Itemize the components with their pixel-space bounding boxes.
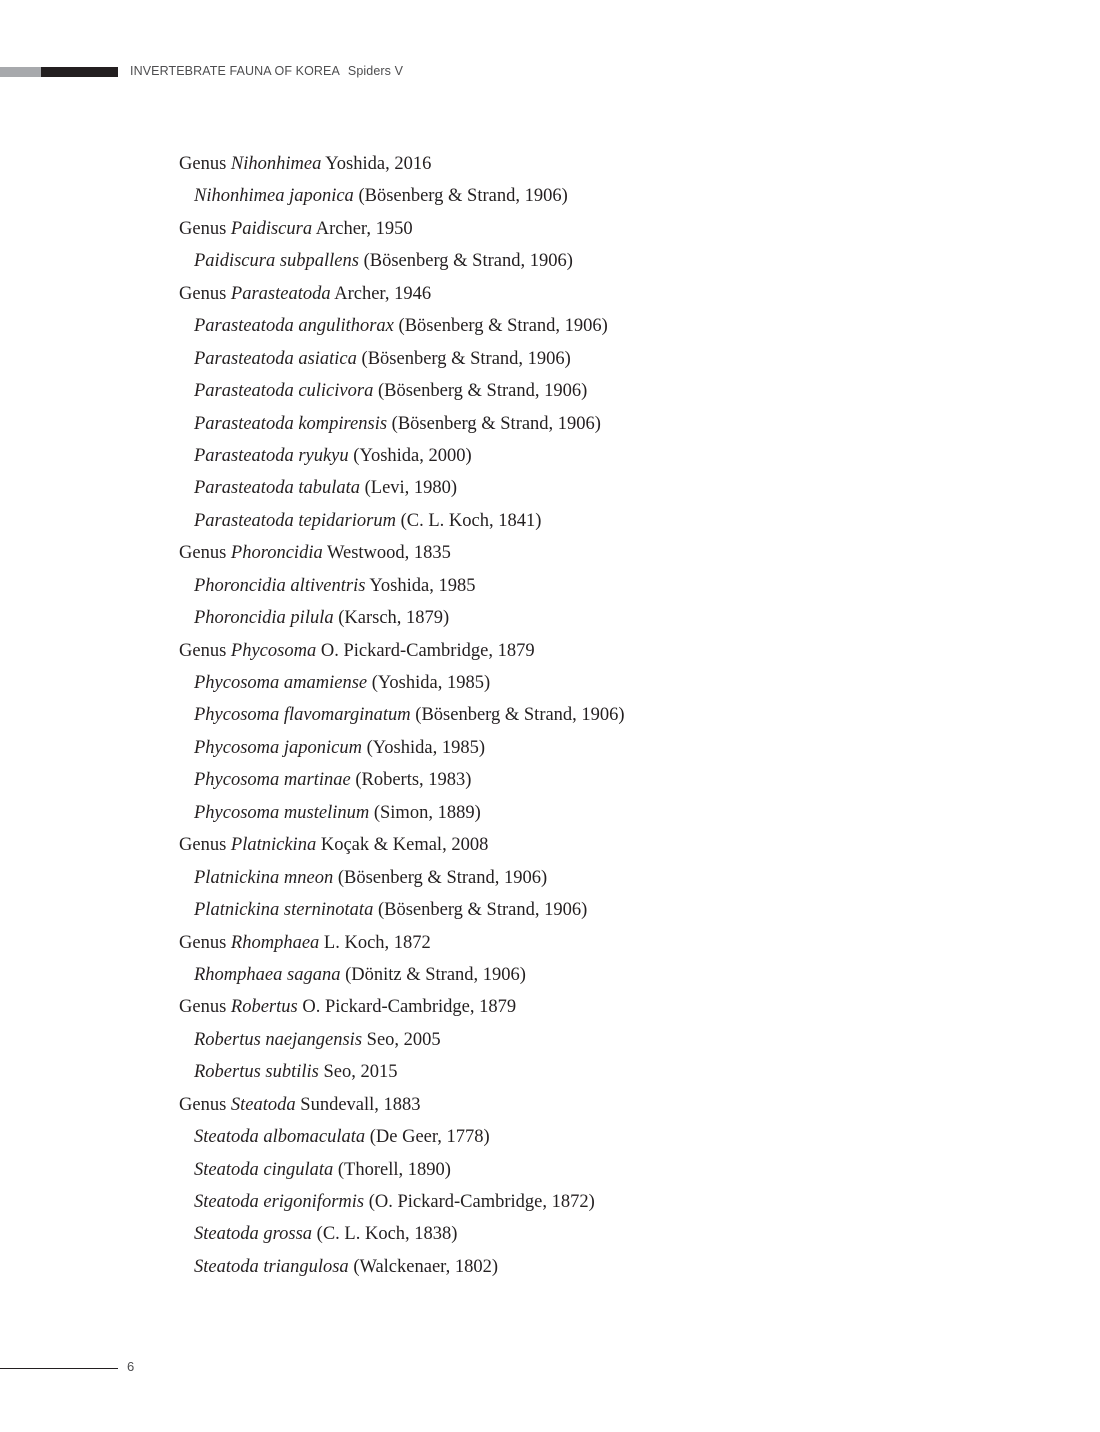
species-entry — [179, 1221, 625, 1253]
taxon-authority: O. Pickard-Cambridge, 1879 — [297, 997, 517, 1018]
species-entry — [179, 378, 625, 410]
taxon-name: Parasteatoda kompirensis — [194, 413, 388, 434]
taxon-name: Nihonhimea — [230, 154, 322, 174]
running-header — [130, 64, 403, 78]
taxon-authority: (Yoshida, 1985) — [367, 673, 491, 693]
taxon-name: Paidiscura — [230, 218, 313, 239]
taxon-authority: (De Geer, 1778) — [365, 1127, 490, 1148]
species-entry — [179, 443, 625, 475]
species-entry — [179, 1059, 625, 1091]
taxon-name: Steatoda erigoniformis — [194, 1192, 365, 1212]
taxon-name: Rhomphaea sagana — [194, 964, 341, 985]
entry-prefix: Genus — [179, 218, 231, 239]
taxon-authority: O. Pickard-Cambridge, 1879 — [316, 640, 535, 661]
taxon-name: Robertus subtilis — [194, 1062, 319, 1083]
genus-entry — [179, 540, 625, 572]
taxon-authority: (Bösenberg & Strand, 1906) — [333, 867, 548, 888]
taxon-name: Steatoda albomaculata — [194, 1127, 366, 1148]
taxon-name: Phoroncidia altiventris — [194, 575, 366, 596]
genus-entry — [179, 638, 625, 670]
entry-prefix: Genus — [179, 640, 231, 661]
taxon-authority: (Yoshida, 1985) — [362, 737, 486, 758]
taxon-authority: (Bösenberg & Strand, 1906) — [373, 900, 588, 921]
taxon-authority: Koçak & Kemal, 2008 — [316, 835, 489, 856]
entry-prefix: Genus — [179, 543, 231, 564]
species-entry — [179, 313, 625, 345]
footer-rule — [0, 1368, 118, 1369]
taxon-authority: Archer, 1950 — [312, 218, 413, 239]
taxon-authority: (Levi, 1980) — [360, 478, 458, 499]
taxon-authority: Sundevall, 1883 — [295, 1094, 421, 1115]
taxon-authority: (Yoshida, 2000) — [348, 445, 472, 466]
taxon-name: Phycosoma mustelinum — [194, 802, 370, 823]
page-number: 6 — [127, 1359, 135, 1374]
taxon-name: Platnickina sterninotata — [194, 900, 374, 921]
species-entry — [179, 573, 625, 605]
taxon-name: Paidiscura subpallens — [194, 251, 359, 272]
taxon-authority: Yoshida, 2016 — [321, 154, 432, 174]
species-entry — [179, 800, 625, 832]
taxon-authority: (Bösenberg & Strand, 1906) — [353, 186, 568, 207]
species-entry — [179, 183, 625, 215]
running-header-title: INVERTEBRATE FAUNA OF KOREA — [130, 64, 340, 78]
taxon-authority: (Walckenaer, 1802) — [348, 1256, 498, 1277]
genus-entry — [179, 930, 625, 962]
species-entry — [179, 670, 625, 702]
taxon-name: Phycosoma flavomarginatum — [194, 705, 411, 726]
genus-entry — [179, 216, 625, 248]
taxon-authority: Westwood, 1835 — [322, 543, 451, 564]
taxon-name: Phycosoma martinae — [194, 770, 351, 791]
taxon-authority: (C. L. Koch, 1838) — [312, 1224, 458, 1245]
genus-entry — [179, 994, 625, 1026]
taxon-authority: (Karsch, 1879) — [333, 608, 450, 629]
taxon-name: Steatoda grossa — [194, 1224, 313, 1245]
taxon-name: Parasteatoda tabulata — [194, 478, 360, 499]
taxon-name: Rhomphaea — [230, 932, 320, 953]
taxon-authority: (Bösenberg & Strand, 1906) — [387, 413, 601, 434]
taxon-authority: Seo, 2005 — [362, 1029, 441, 1050]
taxon-authority: (Bösenberg & Strand, 1906) — [393, 316, 608, 337]
taxon-authority: (Dönitz & Strand, 1906) — [340, 964, 526, 985]
species-entry — [179, 346, 625, 378]
species-entry — [179, 1027, 625, 1059]
species-entry — [179, 702, 625, 734]
entry-prefix: Genus — [179, 932, 231, 953]
taxon-authority: (Bösenberg & Strand, 1906) — [356, 348, 571, 369]
species-entry — [179, 605, 625, 637]
species-entry — [179, 475, 625, 507]
taxon-authority: (Bösenberg & Strand, 1906) — [410, 705, 625, 726]
species-entry — [179, 248, 625, 280]
taxon-name: Platnickina — [230, 835, 317, 856]
taxon-authority: Archer, 1946 — [330, 283, 432, 304]
entry-prefix: Genus — [179, 1094, 231, 1115]
header-bar-dark — [41, 67, 118, 77]
genus-entry — [179, 1092, 625, 1124]
taxon-name: Parasteatoda tepidariorum — [194, 510, 396, 531]
taxon-name: Parasteatoda ryukyu — [194, 445, 349, 466]
taxon-name: Phycosoma amamiense — [194, 673, 368, 693]
species-entry — [179, 962, 625, 994]
taxon-authority: (Roberts, 1983) — [350, 770, 472, 791]
taxon-authority: (Bösenberg & Strand, 1906) — [373, 381, 588, 402]
taxon-name: Steatoda cingulata — [194, 1159, 334, 1180]
taxon-name: Phycosoma japonicum — [194, 737, 363, 758]
taxon-name: Nihonhimea japonica — [194, 186, 354, 207]
taxon-name: Platnickina mneon — [194, 867, 334, 888]
taxon-authority: (Bösenberg & Strand, 1906) — [358, 251, 573, 272]
species-entry — [179, 1254, 625, 1286]
species-entry — [179, 1124, 625, 1156]
taxon-authority: (O. Pickard-Cambridge, 1872) — [364, 1192, 595, 1212]
taxon-name: Parasteatoda culicivora — [194, 381, 374, 402]
header-bar-grey — [0, 67, 41, 77]
running-header-subtitle: Spiders V — [347, 64, 404, 78]
taxon-authority: L. Koch, 1872 — [319, 932, 431, 953]
species-entry — [179, 508, 625, 540]
taxon-name: Phoroncidia pilula — [194, 608, 334, 629]
taxon-name: Robertus — [230, 997, 298, 1018]
taxon-name: Steatoda triangulosa — [194, 1256, 349, 1277]
taxon-authority: (C. L. Koch, 1841) — [395, 510, 542, 531]
taxon-authority: (Simon, 1889) — [369, 802, 481, 823]
entry-prefix: Genus — [179, 997, 231, 1018]
genus-entry — [179, 151, 625, 183]
taxon-authority: (Thorell, 1890) — [333, 1159, 451, 1180]
genus-entry — [179, 281, 625, 313]
species-entry — [179, 767, 625, 799]
species-entry — [179, 411, 625, 443]
species-entry — [179, 1189, 625, 1221]
entry-prefix: Genus — [179, 835, 231, 856]
taxon-name: Phycosoma — [230, 640, 317, 661]
species-entry — [179, 1157, 625, 1189]
species-entry — [179, 865, 625, 897]
taxon-authority: Seo, 2015 — [318, 1062, 398, 1083]
taxon-name: Parasteatoda asiatica — [194, 348, 357, 369]
taxon-authority: Yoshida, 1985 — [365, 575, 476, 596]
taxon-name: Parasteatoda — [230, 283, 331, 304]
species-entry — [179, 735, 625, 767]
taxon-list — [179, 151, 625, 1286]
taxon-name: Steatoda — [230, 1094, 296, 1115]
genus-entry — [179, 832, 625, 864]
taxon-name: Phoroncidia — [230, 543, 323, 564]
entry-prefix: Genus — [179, 154, 231, 174]
taxon-name: Parasteatoda angulithorax — [194, 316, 394, 337]
entry-prefix: Genus — [179, 283, 231, 304]
species-entry — [179, 897, 625, 929]
taxon-name: Robertus naejangensis — [194, 1029, 363, 1050]
